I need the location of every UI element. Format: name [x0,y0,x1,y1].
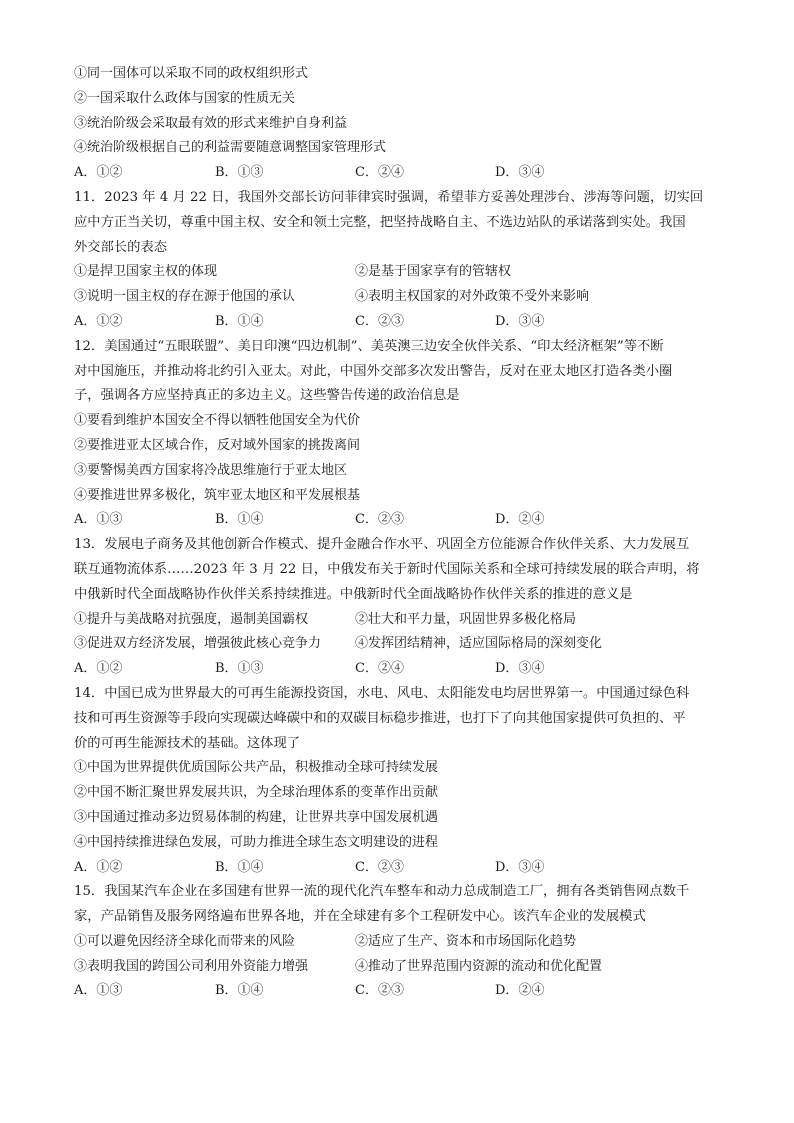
question-12 [74,335,722,533]
question-stem: 12．美国通过“五眼联盟”、美日印澳“四边机制”、美英澳三边安全伙伴关系、“印太经济框架”等不断 [74,338,664,354]
answer-options [74,161,722,186]
option-d: D．③④ [495,859,545,875]
statement: ④表明主权国家的对外政策不受外来影响 [355,289,590,305]
question-stem: 应中方正当关切，尊重中国主权、安全和领土完整，把坚持战略自主、不选边站队的承诺落到实处。我国 [74,214,686,230]
question-15 [74,880,722,1004]
statement: ③表明我国的跨国公司利用外资能力增强 [74,958,309,974]
exam-page [74,62,722,1004]
statement: ②是基于国家享有的管辖权 [355,264,512,280]
option-a: A．①② [74,859,123,875]
answer-options [74,657,722,682]
option-c: C．②③ [355,512,404,528]
statement: ④统治阶级根据自己的利益需要随意调整国家管理形式 [74,140,387,156]
answer-options [74,508,722,533]
statement: ③统治阶级会采取最有效的形式来维护自身利益 [74,115,348,131]
option-c: C．②④ [355,165,404,181]
option-d: D．③④ [495,165,545,181]
question-stem: 13．发展电子商务及其他创新合作模式、提升金融合作水平、巩固全方位能源合作伙伴关系、大力发展互 [74,537,690,553]
statement: ②适应了生产、资本和市场国际化趋势 [355,933,577,949]
answer-options [74,310,722,335]
question-13 [74,533,722,682]
option-a: A．①② [74,165,123,181]
option-d: D．②④ [495,512,545,528]
question-stem: 家，产品销售及服务网络遍布世界各地，并在全球建有多个工程研发中心。该汽车企业的发展模式 [74,909,646,925]
option-a: A．①③ [74,512,123,528]
statement: ①中国为世界提供优质国际公共产品，积极推动全球可持续发展 [74,760,439,776]
statement-pair [74,930,722,955]
statement: ②中国不断汇聚世界发展共识，为全球治理体系的变革作出贡献 [74,785,439,801]
option-c: C．②④ [355,661,404,677]
option-b: B．①③ [215,165,264,181]
option-a: A．①② [74,661,123,677]
statement: ④发挥团结精神，适应国际格局的深刻变化 [355,636,603,652]
statement-pair [74,955,722,980]
statement: ①是捍卫国家主权的体现 [74,264,218,280]
statement: ④中国持续推进绿色发展，可助力推进全球生态文明建设的进程 [74,834,439,850]
statement: ①提升与美战略对抗强度，遏制美国霸权 [74,611,309,627]
statement: ④推动了世界范围内资源的流动和优化配置 [355,958,603,974]
option-a: A．①② [74,313,123,329]
statement: ①可以避免因经济全球化而带来的风险 [74,933,296,949]
option-a: A．①③ [74,983,123,999]
answer-options [74,856,722,881]
question-stem: 14．中国已成为世界最大的可再生能源投资国，水电、风电、太阳能发电均居世界第一。中国通过绿色科 [74,685,690,701]
question-stem: 15．我国某汽车企业在多国建有世界一流的现代化汽车整车和动力总成制造工厂，拥有各类销售网点数千 [74,884,690,900]
option-c: C．②③ [355,313,404,329]
question-stem: 外交部长的表态 [74,239,168,255]
question-stem: 11．2023 年 4 月 22 日，我国外交部长访问菲律宾时强调，希望菲方妥善处理涉台、涉海等问题，切实回 [74,189,704,205]
option-c: C．②③ [355,859,404,875]
question-stem: 对中国施压，并推动将北约引入亚太。对此，中国外交部多次发出警告，反对在亚太地区打造各类小圈 [74,363,673,379]
option-b: B．①③ [215,661,264,677]
question-11 [74,186,722,335]
statement: ①同一国体可以采取不同的政权组织形式 [74,66,309,81]
statement: ③中国通过推动多边贸易体制的构建，让世界共享中国发展机遇 [74,809,439,825]
statement: ②壮大和平力量，巩固世界多极化格局 [355,611,577,627]
statement: ③说明一国主权的存在源于他国的承认 [74,289,296,305]
option-b: B．①④ [215,983,264,999]
question-10 [74,62,722,186]
statement-pair [74,632,722,657]
option-d: D．③④ [495,661,545,677]
option-b: B．①④ [215,859,264,875]
statement: ①要看到维护本国安全不得以牺牲他国安全为代价 [74,413,361,429]
question-stem: 子，强调各方应坚持真正的多边主义。这些警告传递的政治信息是 [74,388,460,404]
option-d: D．②④ [495,983,545,999]
statement: ②要推进亚太区域合作，反对域外国家的挑拨离间 [74,437,361,453]
statement: ④要推进世界多极化，筑牢亚太地区和平发展根基 [74,487,361,503]
answer-options [74,979,722,1004]
option-d: D．③④ [495,313,545,329]
statement: ③要警惕美西方国家将冷战思维施行于亚太地区 [74,462,348,478]
statement: ③促进双方经济发展，增强彼此核心竞争力 [74,636,322,652]
option-b: B．①④ [215,512,264,528]
option-b: B．①④ [215,313,264,329]
question-14 [74,682,722,880]
question-stem: 技和可再生资源等手段向实现碳达峰碳中和的双碳目标稳步推进，也打下了向其他国家提供可负担的、平 [74,710,686,726]
statement-pair [74,285,722,310]
option-c: C．②③ [355,983,404,999]
statement-pair [74,260,722,285]
question-stem: 联互通物流体系……2023 年 3 月 22 日，中俄发布关于新时代国际关系和全球可持续发展的联合声明，将 [74,561,700,577]
statement: ②一国采取什么政体与国家的性质无关 [74,90,296,106]
question-stem: 中俄新时代全面战略协作伙伴关系持续推进。中俄新时代全面战略协作伙伴关系的推进的意义是 [74,586,633,602]
question-stem: 价的可再生能源技术的基础。这体现了 [74,735,301,751]
statement-pair [74,608,722,633]
